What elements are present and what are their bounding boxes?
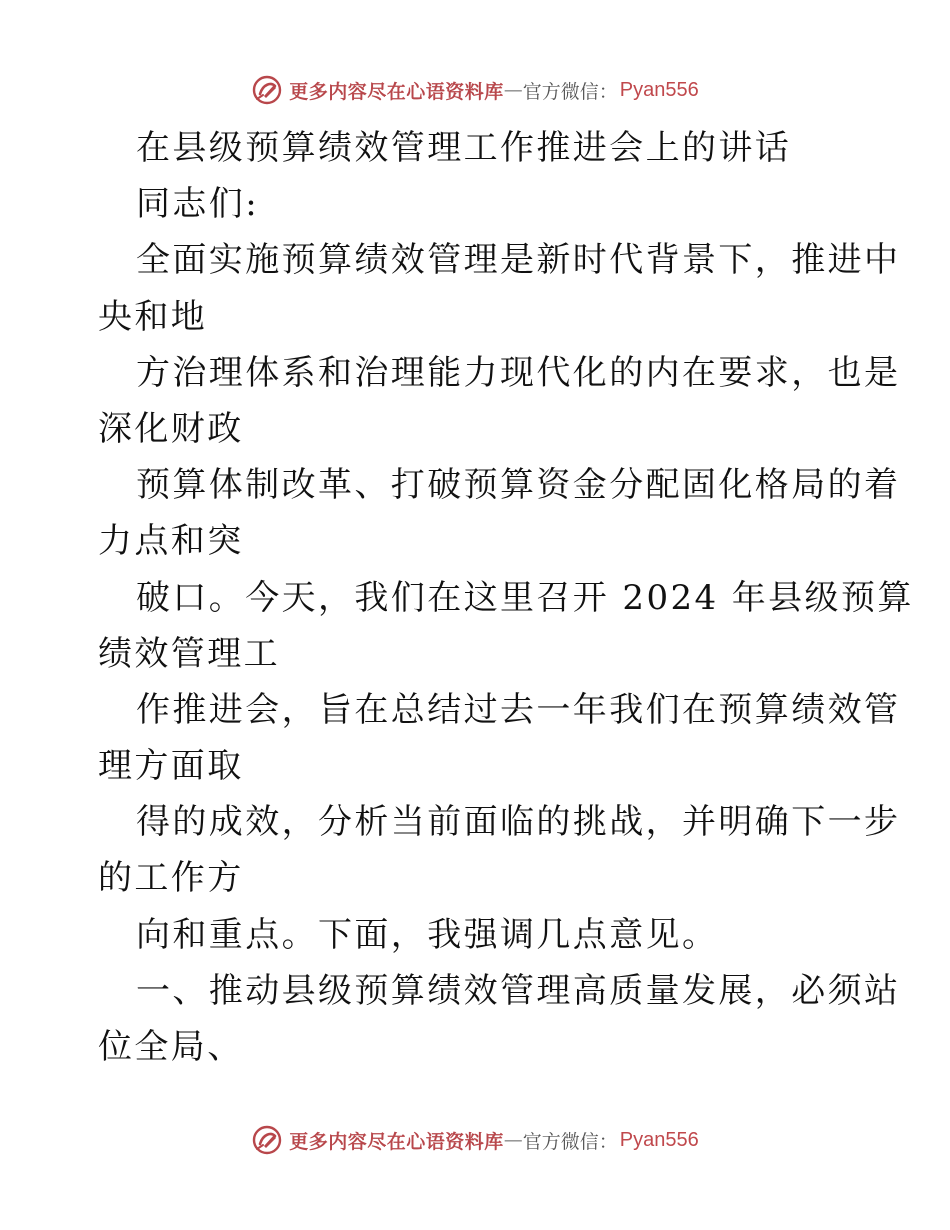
section-heading: 一、推动县级预算绩效管理高质量发展，必须站: [136, 970, 901, 1011]
body-line: 作推进会，旨在总结过去一年我们在预算绩效管: [136, 689, 901, 730]
document-title: 在县级预算绩效管理工作推进会上的讲话: [136, 128, 792, 168]
header-watermark-banner: [0, 70, 950, 110]
document-body: [98, 120, 914, 1075]
body-line: 破口。今天，我们在这里召开 2024 年县级预算: [136, 577, 914, 618]
banner-separator: —: [503, 79, 523, 101]
banner-wechat-label: 官方微信：: [522, 80, 618, 103]
body-line: 深化财政: [98, 408, 244, 449]
banner-wechat-id: Pyan556: [619, 78, 699, 101]
brand-logo-icon: [251, 1124, 283, 1156]
body-line: 得的成效，分析当前面临的挑战，并明确下一步: [136, 802, 901, 843]
body-line: 的工作方: [98, 858, 244, 899]
body-line: 预算体制改革、打破预算资金分配固化格局的着: [136, 465, 901, 506]
body-line: 央和地: [98, 296, 208, 337]
banner-wechat-label: 官方微信：: [522, 1130, 618, 1153]
banner-main-text: 更多内容尽在心语资料库: [289, 80, 504, 103]
section-heading-continued: 位全局、: [98, 1027, 244, 1067]
body-line: 力点和突: [98, 521, 244, 562]
banner-main-text: 更多内容尽在心语资料库: [289, 1130, 504, 1153]
brand-logo-icon: [251, 74, 283, 106]
body-line: 全面实施预算绩效管理是新时代背景下，推进中: [136, 240, 901, 281]
banner-wechat-id: Pyan556: [619, 1128, 699, 1151]
banner-separator: —: [503, 1129, 523, 1151]
salutation: 同志们:: [136, 184, 260, 225]
body-line: 理方面取: [98, 746, 244, 787]
body-line: 向和重点。下面，我强调几点意见。: [136, 914, 719, 955]
body-line: 绩效管理工: [98, 633, 280, 674]
footer-watermark-banner: [0, 1120, 950, 1160]
body-line: 方治理体系和治理能力现代化的内在要求，也是: [136, 352, 901, 393]
